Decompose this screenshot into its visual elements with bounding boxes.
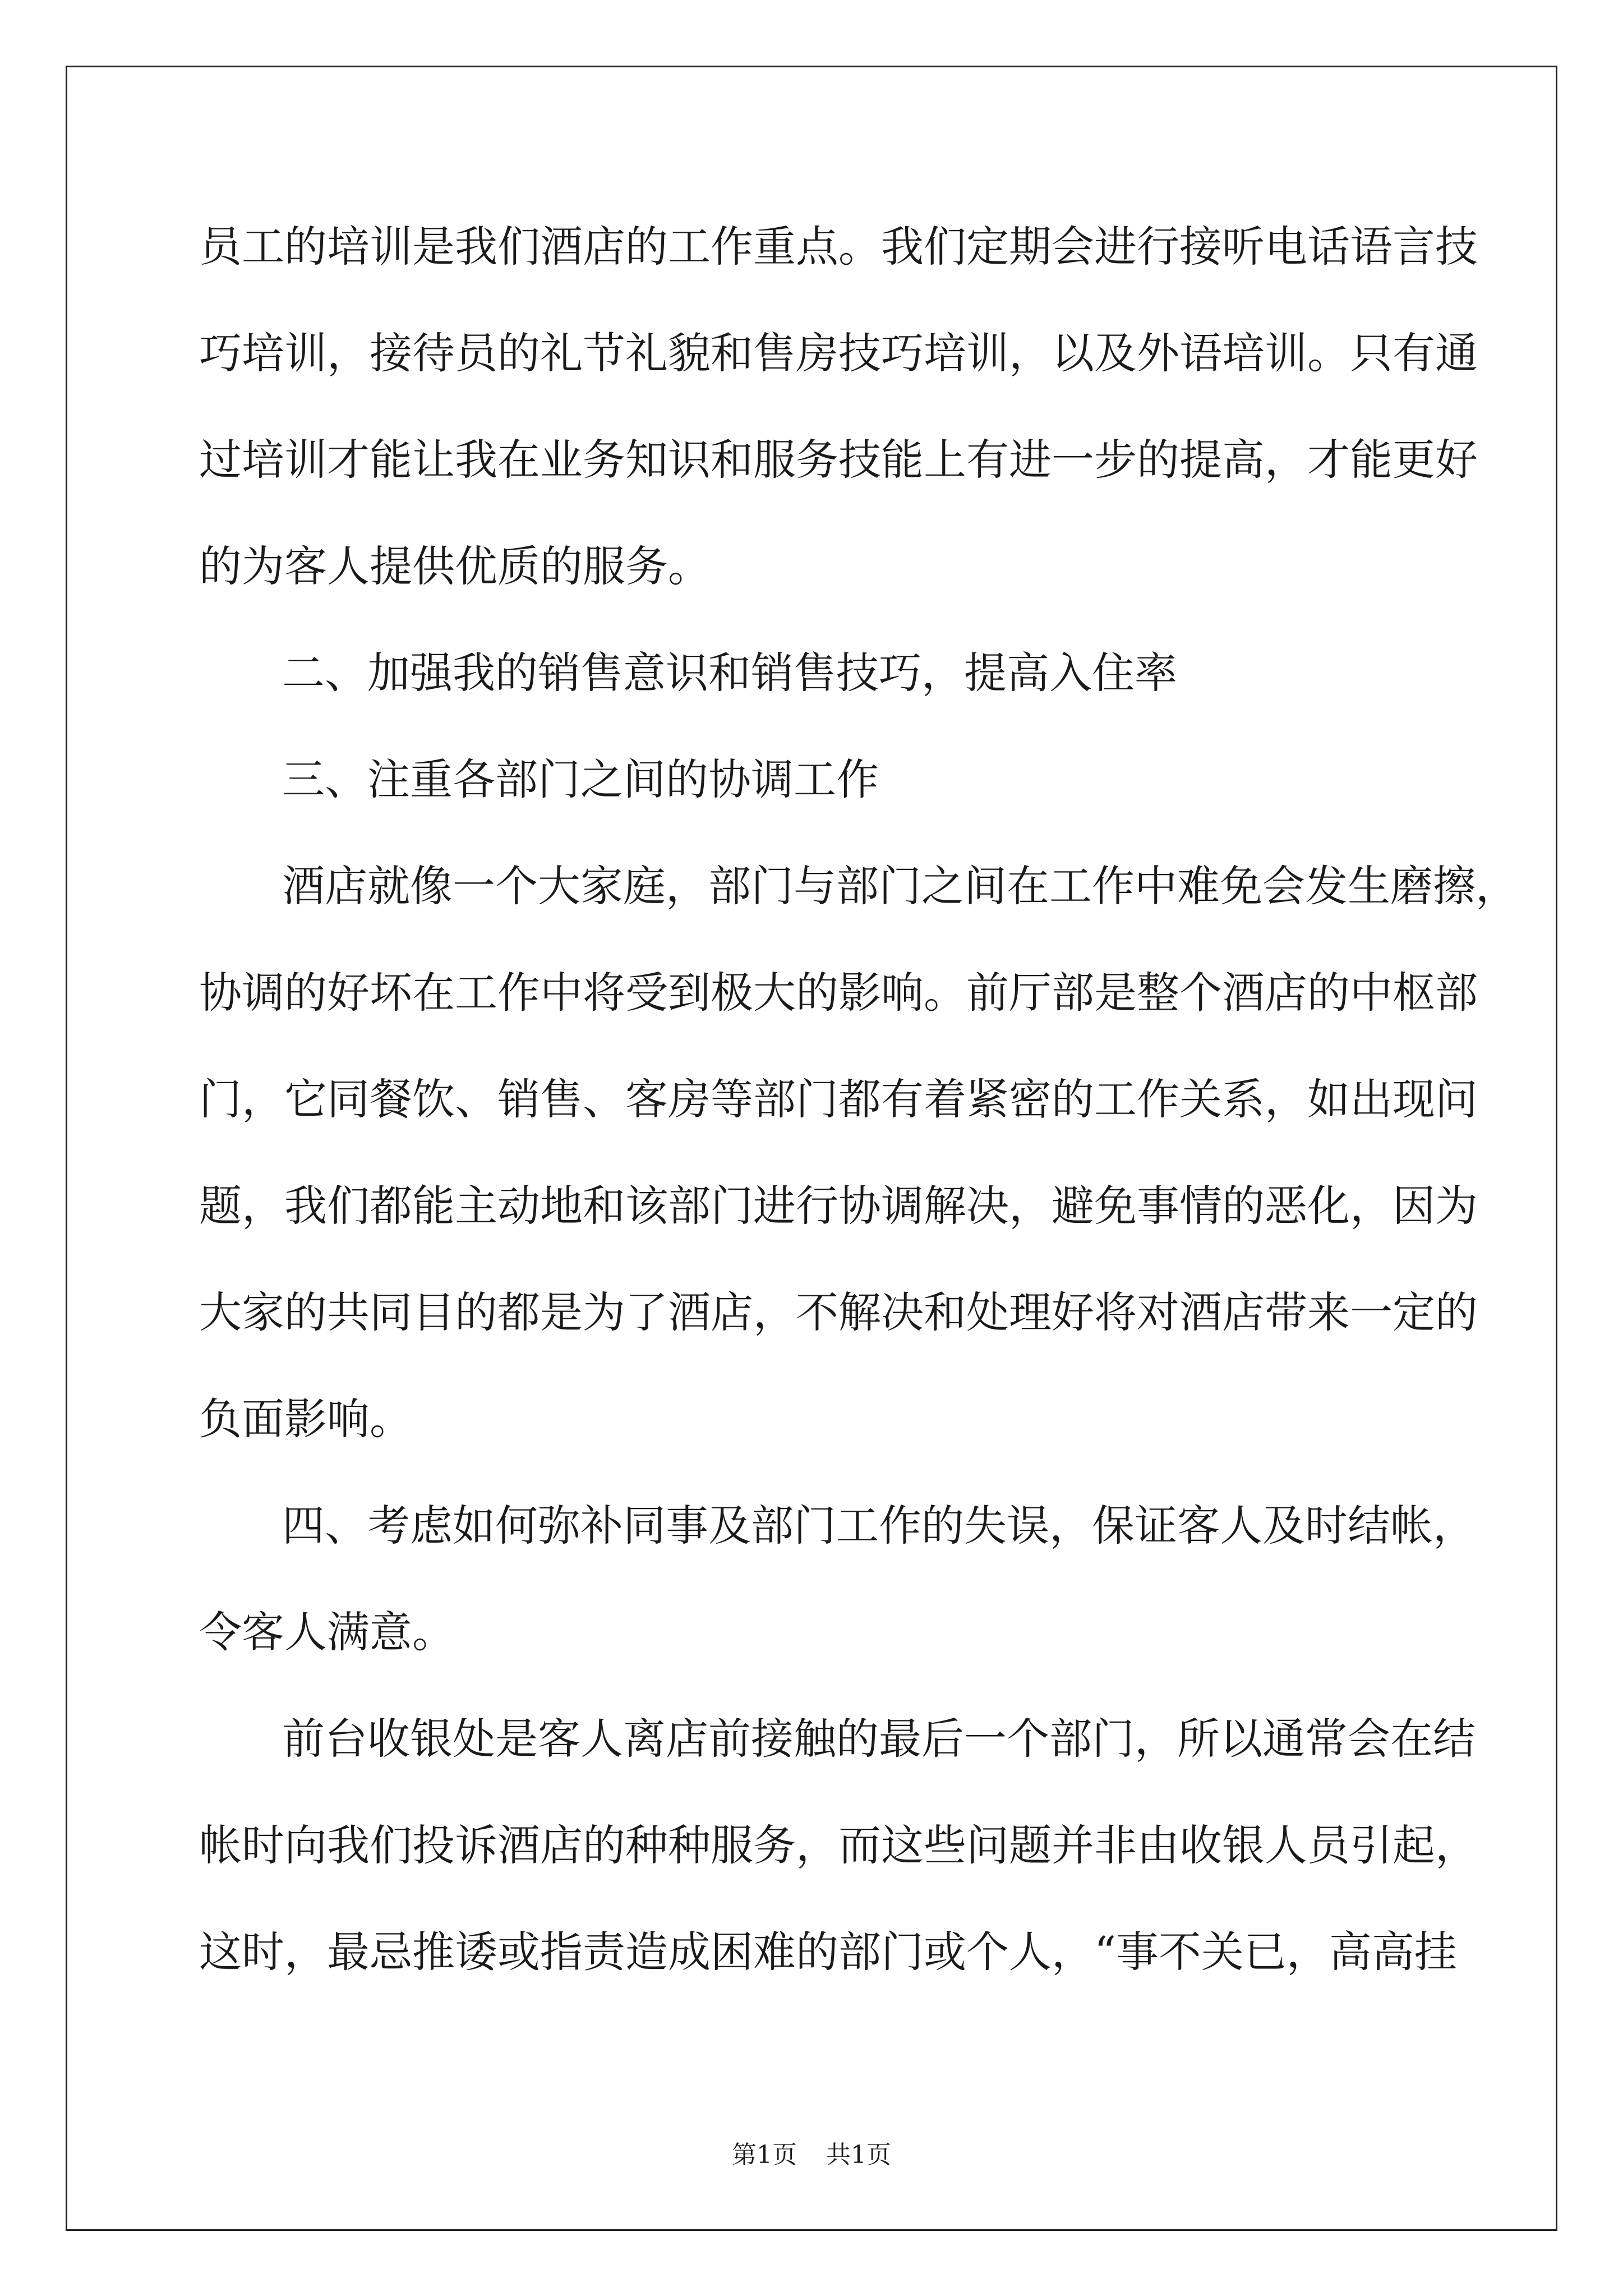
text-line: 员工的培训是我们酒店的工作重点。我们定期会进行接听电话语言技	[199, 222, 1478, 272]
section-heading: 三、注重各部门之间的协调工作	[282, 754, 879, 804]
page-footer	[0, 2138, 1623, 2172]
text-line: 题，我们都能主动地和该部门进行协调解决，避免事情的恶化，因为	[199, 1181, 1478, 1231]
section-heading: 二、加强我的销售意识和销售技巧，提高入住率	[282, 648, 1177, 698]
text-line: 大家的共同目的都是为了酒店，不解决和处理好将对酒店带来一定的	[199, 1287, 1478, 1337]
text-line: 的为客人提供优质的服务。	[199, 541, 711, 591]
text-line: 协调的好坏在工作中将受到极大的影响。前厅部是整个酒店的中枢部	[199, 968, 1478, 1018]
text-line: 酒店就像一个大家庭，部门与部门之间在工作中难免会发生磨擦，	[282, 861, 1518, 911]
page-number: 第1页	[732, 2141, 797, 2169]
text-line: 前台收银处是客人离店前接触的最后一个部门，所以通常会在结	[282, 1714, 1476, 1764]
section-heading: 四、考虑如何弥补同事及部门工作的失误，保证客人及时结帐，	[282, 1501, 1476, 1550]
text-line: 巧培训，接待员的礼节礼貌和售房技巧培训，以及外语培训。只有通	[199, 328, 1478, 378]
text-line: 门，它同餐饮、销售、客房等部门都有着紧密的工作关系，如出现问	[199, 1074, 1478, 1124]
page-frame	[66, 66, 1557, 2231]
text-line: 负面影响。	[199, 1394, 412, 1444]
text-line: 过培训才能让我在业务知识和服务技能上有进一步的提高，才能更好	[199, 435, 1478, 485]
text-line: 这时，最忌推诿或指责造成困难的部门或个人，“事不关已，高高挂	[199, 1927, 1457, 1977]
section-heading: 令客人满意。	[199, 1607, 455, 1657]
page-total: 共1页	[826, 2141, 891, 2169]
text-line: 帐时向我们投诉酒店的种种服务，而这些问题并非由收银人员引起，	[199, 1820, 1478, 1870]
